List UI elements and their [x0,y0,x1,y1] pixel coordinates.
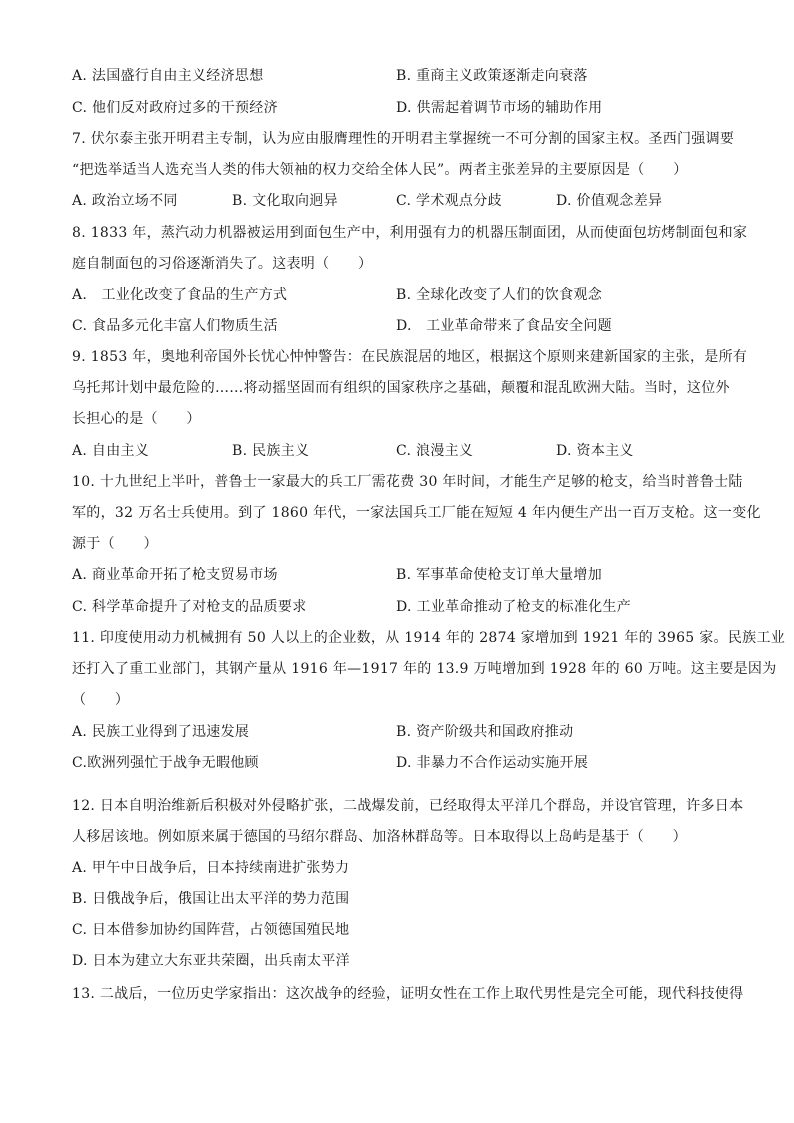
q10-stem-line-2: 军的，32 万名士兵使用。到了 1860 年代，一家法国兵工厂能在短短 4 年内便生产出一百万支枪。这一变化 [72,505,761,521]
q10-stem-line-1: 10. 十九世纪上半叶，普鲁士一家最大的兵工厂需花费 30 年时间，才能生产足够的枪支，给当时普鲁士陆 [72,474,743,490]
q11-option-c: C.欧洲列强忙于战争无暇他顾 [72,755,259,771]
q9-option-b: B. 民族主义 [232,443,310,459]
q7-stem-line-2: “把选举适当人选充当人类的伟大领袖的权力交给全体人民”。两者主张差异的主要原因是（ ） [72,162,688,178]
q7-option-d: D. 价值观念差异 [556,193,663,209]
q7-stem-line-1: 7. 伏尔泰主张开明君主专制，认为应由服膺理性的开明君主掌握统一不可分割的国家主权。圣西门强调要 [72,131,735,147]
q8-option-c: C. 食品多元化丰富人们物质生活 [72,318,278,334]
q11-option-b: B. 资产阶级共和国政府推动 [396,724,574,740]
q7-option-a: A. 政治立场不同 [72,193,178,209]
q11-option-a: A. 民族工业得到了迅速发展 [72,724,250,740]
q12-stem-line-1: 12. 日本自明治维新后积极对外侵略扩张，二战爆发前，已经取得太平洋几个群岛，并设官管理，许多日本 [72,798,744,814]
q10-option-d: D. 工业革命推动了枪支的标准化生产 [396,599,632,615]
q13-stem-line-1: 13. 二战后，一位历史学家指出：这次战争的经验，证明女性在工作上取代男性是完全可能，现代科技使得 [72,986,744,1002]
q12-option-d: D. 日本为建立大东亚共荣圈，出兵南太平洋 [72,953,350,969]
q8-option-a: A. 工业化改变了食品的生产方式 [72,287,288,303]
q12-option-c: C. 日本借参加协约国阵营，占领德国殖民地 [72,922,350,938]
q11-stem-line-3: （ ） [72,692,130,708]
q8-stem-line-2: 庭自制面包的习俗逐渐消失了。这表明（ ） [72,256,373,272]
q9-option-d: D. 资本主义 [556,443,634,459]
q11-stem-line-2: 还打入了重工业部门，其钢产量从 1916 年—1917 年的 13.9 万吨增加到 1928 年的 60 万吨。这主要是因为 [72,661,777,677]
q10-option-b: B. 军事革命使枪支订单大量增加 [396,567,602,583]
q9-stem-line-2: 乌托邦计划中最危险的……将动摇坚固而有组织的国家秩序之基础，颠覆和混乱欧洲大陆。当时，这位外 [72,380,730,396]
q9-stem-line-3: 长担心的是（ ） [72,411,201,427]
q6-option-c: C. 他们反对政府过多的干预经济 [72,100,278,116]
q12-option-a: A. 甲午中日战争后，日本持续南进扩张势力 [72,860,350,876]
q8-option-d: D. 工业革命带来了食品安全问题 [396,318,612,334]
q9-option-c: C. 浪漫主义 [396,443,474,459]
q10-option-a: A. 商业革命开拓了枪支贸易市场 [72,567,278,583]
q6-option-b: B. 重商主义政策逐渐走向衰落 [396,68,588,84]
q6-option-d: D. 供需起着调节市场的辅助作用 [396,100,603,116]
q11-stem-line-1: 11. 印度使用动力机械拥有 50 人以上的企业数，从 1914 年的 2874 家增加到 1921 年的 3965 家。民族工业 [72,630,786,646]
q10-option-c: C. 科学革命提升了对枪支的品质要求 [72,599,307,615]
q7-option-b: B. 文化取向迥异 [232,193,338,209]
q8-option-b: B. 全球化改变了人们的饮食观念 [396,287,602,303]
q9-option-a: A. 自由主义 [72,443,150,459]
q10-stem-line-3: 源于（ ） [72,536,158,552]
q6-option-a: A. 法国盛行自由主义经济思想 [72,68,264,84]
q12-stem-line-2: 人移居该地。例如原来属于德国的马绍尔群岛、加洛林群岛等。日本取得以上岛屿是基于（ ） [72,829,687,845]
q9-stem-line-1: 9. 1853 年，奥地利帝国外长忧心忡忡警告：在民族混居的地区，根据这个原则来建新国家的主张，是所有 [72,349,748,365]
q7-option-c: C. 学术观点分歧 [396,193,502,209]
q12-option-b: B. 日俄战争后，俄国让出太平洋的势力范围 [72,891,350,907]
q11-option-d: D. 非暴力不合作运动实施开展 [396,755,589,771]
q8-stem-line-1: 8. 1833 年，蒸汽动力机器被运用到面包生产中，利用强有力的机器压制面团，从而使面包坊烤制面包和家 [72,225,748,241]
